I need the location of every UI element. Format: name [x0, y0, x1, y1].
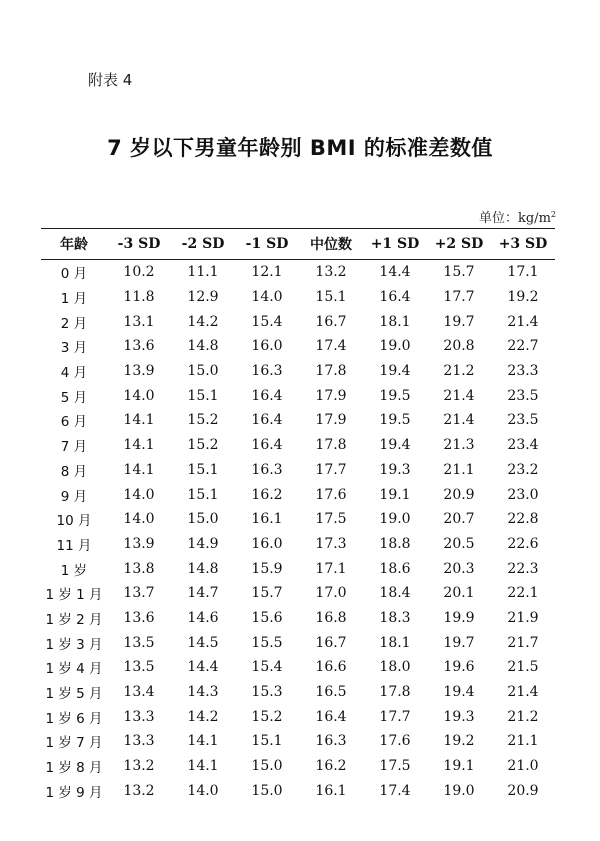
cell-plus-2sd: 21.3: [443, 437, 475, 454]
cell-minus-1sd: 15.6: [251, 609, 283, 626]
cell-median: 16.3: [315, 733, 347, 750]
cell-minus-2sd: 14.8: [187, 560, 219, 577]
cell-minus-1sd: 16.4: [251, 412, 283, 429]
table-row: [41, 507, 555, 532]
header-minus-2sd: -2 SD: [181, 236, 225, 252]
cell-median: 16.7: [315, 313, 347, 330]
cell-plus-2sd: 19.6: [443, 659, 475, 676]
cell-minus-1sd: 15.2: [251, 708, 283, 725]
cell-age: 3 月: [60, 340, 88, 357]
cell-median: 17.4: [315, 338, 347, 355]
cell-minus-3sd: 14.0: [123, 511, 155, 528]
cell-minus-2sd: 15.0: [187, 511, 219, 528]
cell-minus-2sd: 14.2: [187, 313, 219, 330]
cell-minus-3sd: 13.2: [123, 782, 155, 799]
cell-minus-2sd: 14.2: [187, 708, 219, 725]
cell-minus-3sd: 13.9: [123, 363, 155, 380]
cell-minus-3sd: 13.5: [123, 634, 155, 651]
cell-age: 10 月: [56, 513, 92, 530]
cell-minus-3sd: 14.1: [123, 461, 155, 478]
cell-minus-1sd: 16.1: [251, 511, 283, 528]
cell-minus-2sd: 14.4: [187, 659, 219, 676]
cell-minus-1sd: 16.3: [251, 363, 283, 380]
cell-plus-1sd: 19.5: [379, 387, 411, 404]
cell-age: 1 岁 8 月: [45, 760, 103, 777]
cell-minus-2sd: 14.3: [187, 684, 219, 701]
cell-minus-1sd: 16.4: [251, 437, 283, 454]
cell-minus-1sd: 15.1: [251, 733, 283, 750]
cell-minus-3sd: 13.2: [123, 758, 155, 775]
cell-minus-3sd: 11.8: [123, 289, 155, 306]
cell-median: 16.5: [315, 684, 347, 701]
table-row: [41, 704, 555, 729]
cell-plus-3sd: 23.3: [507, 363, 539, 380]
cell-plus-2sd: 19.9: [443, 609, 475, 626]
cell-minus-3sd: 13.6: [123, 609, 155, 626]
cell-median: 17.8: [315, 363, 347, 380]
cell-minus-2sd: 14.0: [187, 782, 219, 799]
cell-median: 16.1: [315, 782, 347, 799]
cell-minus-1sd: 15.5: [251, 634, 283, 651]
cell-minus-3sd: 13.7: [123, 585, 155, 602]
cell-plus-2sd: 20.1: [443, 585, 475, 602]
cell-plus-3sd: 23.5: [507, 412, 539, 429]
cell-plus-1sd: 19.0: [379, 511, 411, 528]
cell-plus-2sd: 19.7: [443, 634, 475, 651]
cell-median: 16.8: [315, 609, 347, 626]
unit-label: [479, 207, 556, 227]
header-minus-1sd: -1 SD: [245, 236, 289, 252]
cell-age: 1 岁 5 月: [45, 686, 103, 703]
cell-plus-3sd: 21.9: [507, 609, 539, 626]
unit-text: 单位：kg/m: [478, 211, 551, 226]
cell-minus-2sd: 12.9: [187, 289, 219, 306]
cell-plus-2sd: 19.4: [443, 684, 475, 701]
cell-minus-1sd: 16.0: [251, 338, 283, 355]
cell-minus-2sd: 14.1: [187, 733, 219, 750]
cell-age: 1 月: [60, 291, 88, 308]
cell-age: 6 月: [60, 414, 88, 431]
cell-minus-2sd: 15.1: [187, 387, 219, 404]
table-row: [41, 532, 555, 557]
cell-plus-3sd: 22.7: [507, 338, 539, 355]
cell-plus-3sd: 23.5: [507, 387, 539, 404]
table-row: [41, 754, 555, 779]
cell-plus-2sd: 20.9: [443, 486, 475, 503]
cell-plus-1sd: 19.4: [379, 363, 411, 380]
cell-minus-3sd: 14.0: [123, 387, 155, 404]
cell-age: 1 岁 4 月: [45, 661, 103, 678]
cell-plus-2sd: 20.8: [443, 338, 475, 355]
cell-median: 16.7: [315, 634, 347, 651]
cell-minus-3sd: 10.2: [123, 264, 155, 281]
cell-plus-1sd: 18.8: [379, 535, 411, 552]
cell-plus-3sd: 23.4: [507, 437, 539, 454]
cell-age: 1 岁 2 月: [45, 611, 103, 628]
bmi-table: [41, 228, 555, 803]
cell-plus-1sd: 17.5: [379, 758, 411, 775]
cell-plus-3sd: 22.3: [507, 560, 539, 577]
cell-median: 16.4: [315, 708, 347, 725]
cell-minus-2sd: 14.9: [187, 535, 219, 552]
cell-minus-3sd: 14.1: [123, 437, 155, 454]
cell-age: 0 月: [60, 266, 88, 283]
cell-minus-3sd: 13.6: [123, 338, 155, 355]
table-row: [41, 408, 555, 433]
cell-plus-3sd: 19.2: [507, 289, 539, 306]
cell-median: 17.8: [315, 437, 347, 454]
cell-minus-1sd: 14.0: [251, 289, 283, 306]
cell-plus-2sd: 21.2: [443, 363, 475, 380]
appendix-label: 附表 4: [88, 71, 133, 89]
cell-plus-1sd: 17.8: [379, 684, 411, 701]
cell-minus-1sd: 15.0: [251, 758, 283, 775]
cell-plus-2sd: 21.4: [443, 387, 475, 404]
cell-plus-1sd: 18.0: [379, 659, 411, 676]
cell-age: 2 月: [60, 315, 88, 332]
table-row: [41, 630, 555, 655]
cell-minus-1sd: 15.4: [251, 659, 283, 676]
cell-plus-3sd: 21.7: [507, 634, 539, 651]
cell-plus-3sd: 21.0: [507, 758, 539, 775]
cell-plus-3sd: 22.8: [507, 511, 539, 528]
cell-age: 1 岁 6 月: [45, 710, 103, 727]
cell-plus-2sd: 20.5: [443, 535, 475, 552]
cell-minus-2sd: 11.1: [187, 264, 219, 281]
cell-age: 1 岁 1 月: [45, 587, 103, 604]
table-row: [41, 680, 555, 705]
cell-plus-3sd: 21.1: [507, 733, 539, 750]
cell-plus-1sd: 18.3: [379, 609, 411, 626]
cell-age: 8 月: [60, 463, 88, 480]
cell-median: 17.3: [315, 535, 347, 552]
cell-age: 1 岁 7 月: [45, 735, 103, 752]
cell-plus-1sd: 18.1: [379, 634, 411, 651]
page-title: 7 岁以下男童年龄别 BMI 的标准差数值: [107, 136, 493, 160]
cell-minus-2sd: 14.8: [187, 338, 219, 355]
header-plus-3sd: +3 SD: [498, 236, 548, 252]
cell-median: 17.6: [315, 486, 347, 503]
cell-plus-2sd: 19.1: [443, 758, 475, 775]
cell-plus-3sd: 21.4: [507, 313, 539, 330]
header-minus-3sd: -3 SD: [117, 236, 161, 252]
cell-median: 17.7: [315, 461, 347, 478]
cell-minus-1sd: 12.1: [251, 264, 283, 281]
cell-plus-2sd: 21.4: [443, 412, 475, 429]
cell-plus-1sd: 18.1: [379, 313, 411, 330]
cell-plus-3sd: 17.1: [507, 264, 539, 281]
unit-superscript: 2: [550, 210, 556, 219]
cell-plus-3sd: 20.9: [507, 782, 539, 799]
cell-plus-2sd: 20.3: [443, 560, 475, 577]
cell-median: 15.1: [315, 289, 347, 306]
cell-minus-2sd: 14.1: [187, 758, 219, 775]
header-plus-1sd: +1 SD: [370, 236, 420, 252]
cell-median: 17.0: [315, 585, 347, 602]
table-row: [41, 433, 555, 458]
cell-minus-1sd: 15.7: [251, 585, 283, 602]
cell-minus-1sd: 15.4: [251, 313, 283, 330]
cell-minus-3sd: 13.3: [123, 733, 155, 750]
cell-minus-1sd: 16.2: [251, 486, 283, 503]
cell-median: 17.5: [315, 511, 347, 528]
cell-minus-3sd: 13.9: [123, 535, 155, 552]
cell-plus-3sd: 23.0: [507, 486, 539, 503]
cell-minus-2sd: 15.0: [187, 363, 219, 380]
table-row: [41, 260, 555, 285]
cell-plus-2sd: 19.0: [443, 782, 475, 799]
cell-minus-3sd: 14.0: [123, 486, 155, 503]
cell-plus-1sd: 14.4: [379, 264, 411, 281]
table-row: [41, 606, 555, 631]
cell-age: 1 岁 9 月: [45, 784, 103, 801]
cell-minus-1sd: 15.3: [251, 684, 283, 701]
cell-median: 17.9: [315, 412, 347, 429]
table-row: [41, 383, 555, 408]
cell-minus-3sd: 13.3: [123, 708, 155, 725]
cell-plus-1sd: 17.7: [379, 708, 411, 725]
cell-minus-2sd: 15.1: [187, 461, 219, 478]
cell-age: 5 月: [60, 389, 88, 406]
cell-plus-1sd: 18.4: [379, 585, 411, 602]
cell-median: 16.6: [315, 659, 347, 676]
cell-minus-3sd: 13.1: [123, 313, 155, 330]
cell-minus-2sd: 14.6: [187, 609, 219, 626]
table-row: [41, 309, 555, 334]
cell-plus-1sd: 18.6: [379, 560, 411, 577]
cell-plus-1sd: 19.0: [379, 338, 411, 355]
cell-plus-3sd: 22.1: [507, 585, 539, 602]
cell-plus-2sd: 19.7: [443, 313, 475, 330]
cell-minus-3sd: 14.1: [123, 412, 155, 429]
table-row: [41, 482, 555, 507]
cell-age: 9 月: [60, 488, 88, 505]
cell-plus-2sd: 15.7: [443, 264, 475, 281]
cell-minus-2sd: 14.7: [187, 585, 219, 602]
cell-age: 11 月: [56, 537, 92, 554]
cell-plus-1sd: 17.4: [379, 782, 411, 799]
cell-minus-2sd: 15.1: [187, 486, 219, 503]
cell-minus-2sd: 15.2: [187, 437, 219, 454]
cell-plus-2sd: 19.3: [443, 708, 475, 725]
cell-plus-3sd: 21.2: [507, 708, 539, 725]
cell-median: 16.2: [315, 758, 347, 775]
table-row: [41, 581, 555, 606]
table-row: [41, 556, 555, 581]
table-row: [41, 458, 555, 483]
cell-minus-3sd: 13.4: [123, 684, 155, 701]
cell-minus-3sd: 13.5: [123, 659, 155, 676]
cell-minus-3sd: 13.8: [123, 560, 155, 577]
cell-median: 13.2: [315, 264, 347, 281]
cell-plus-2sd: 19.2: [443, 733, 475, 750]
cell-plus-1sd: 19.3: [379, 461, 411, 478]
cell-plus-1sd: 19.4: [379, 437, 411, 454]
table-row: [41, 334, 555, 359]
table-row: [41, 655, 555, 680]
header-age: 年龄: [60, 237, 88, 253]
cell-age: 7 月: [60, 439, 88, 456]
cell-plus-2sd: 21.1: [443, 461, 475, 478]
cell-plus-1sd: 19.1: [379, 486, 411, 503]
header-median: 中位数: [310, 237, 352, 253]
cell-plus-1sd: 19.5: [379, 412, 411, 429]
table-body: [41, 260, 555, 803]
cell-plus-1sd: 17.6: [379, 733, 411, 750]
cell-age: 1 岁: [60, 562, 88, 579]
cell-plus-2sd: 20.7: [443, 511, 475, 528]
cell-minus-1sd: 16.4: [251, 387, 283, 404]
table-header-row: [41, 229, 555, 259]
table-row: [41, 359, 555, 384]
cell-plus-1sd: 16.4: [379, 289, 411, 306]
cell-plus-3sd: 22.6: [507, 535, 539, 552]
cell-minus-2sd: 15.2: [187, 412, 219, 429]
cell-minus-2sd: 14.5: [187, 634, 219, 651]
table-row: [41, 285, 555, 310]
header-plus-2sd: +2 SD: [434, 236, 484, 252]
cell-plus-3sd: 21.5: [507, 659, 539, 676]
cell-age: 4 月: [60, 365, 88, 382]
table-row: [41, 778, 555, 803]
cell-minus-1sd: 15.9: [251, 560, 283, 577]
cell-plus-3sd: 21.4: [507, 684, 539, 701]
cell-minus-1sd: 16.0: [251, 535, 283, 552]
cell-median: 17.9: [315, 387, 347, 404]
cell-age: 1 岁 3 月: [45, 636, 103, 653]
cell-median: 17.1: [315, 560, 347, 577]
cell-minus-1sd: 15.0: [251, 782, 283, 799]
cell-plus-3sd: 23.2: [507, 461, 539, 478]
table-row: [41, 729, 555, 754]
cell-plus-2sd: 17.7: [443, 289, 475, 306]
cell-minus-1sd: 16.3: [251, 461, 283, 478]
